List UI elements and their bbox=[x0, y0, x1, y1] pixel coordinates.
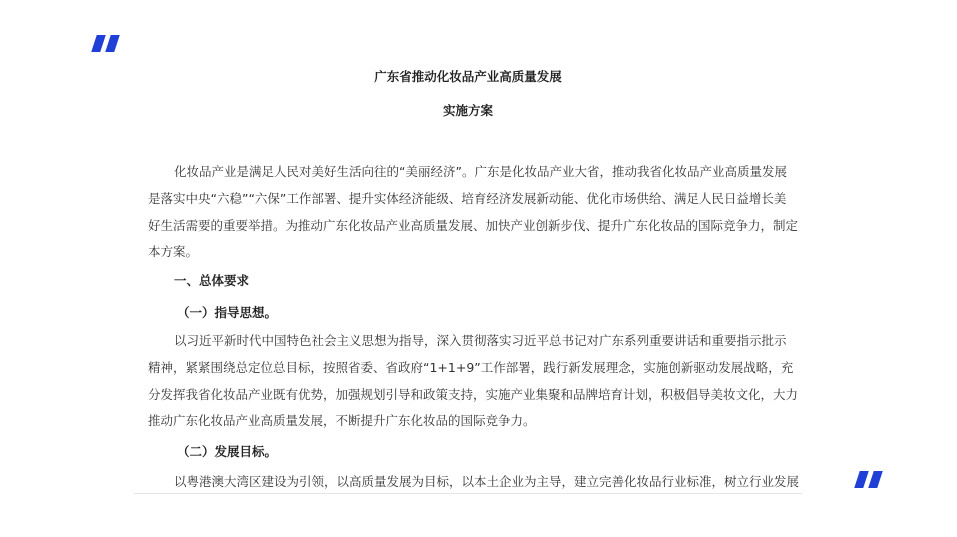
document-subtitle: 实施方案 bbox=[442, 103, 493, 118]
quote-bar bbox=[868, 471, 883, 488]
subsection-heading-development-goals: （二）发展目标。 bbox=[177, 444, 278, 459]
quote-open-icon bbox=[94, 35, 117, 52]
document-page bbox=[134, 0, 802, 494]
quote-bar bbox=[91, 35, 106, 52]
document-title: 广东省推动化妆品产业高质量发展 bbox=[374, 69, 562, 84]
quote-close-icon bbox=[857, 471, 880, 488]
section-heading-general-requirements: 一、总体要求 bbox=[174, 273, 250, 288]
subsection-heading-guiding-ideology: （一）指导思想。 bbox=[177, 305, 278, 320]
quote-bar bbox=[854, 471, 869, 488]
guiding-ideology-paragraph: 以习近平新时代中国特色社会主义思想为指导，深入贯彻落实习近平总书记对广东系列重要讲话和重要指示批示精神，紧紧围绕总定位总目标，按照省委、省政府“1+1+9”工作部署，践行新发展理念，实施创新驱动发展战略，充分发挥我省化妆品产业既有优势，加强规划引导和政策支持，实施产业集聚和品牌培育计划，积极倡导美妆文化，大力推动广东化妆品产业高质量发展，不断提升广东化妆品的国际竞争力。 bbox=[148, 333, 799, 429]
development-goals-paragraph: 以粤港澳大湾区建设为引领，以高质量发展为目标，以本土企业为主导，建立完善化妆品行业标准，树立行业发展 bbox=[174, 474, 800, 489]
intro-paragraph: 化妆品产业是满足人民对美好生活向往的“美丽经济”。广东是化妆品产业大省，推动我省化妆品产业高质量发展是落实中央“六稳”“六保”工作部署、提升实体经济能级、培育经济发展新动能、优化市场供给、满足人民日益增长美好生活需要的重要举措。为推动广东化妆品产业高质量发展、加快产业创新步伐、提升广东化妆品的国际竞争力，制定本方案。 bbox=[148, 164, 799, 260]
quote-bar bbox=[105, 35, 120, 52]
